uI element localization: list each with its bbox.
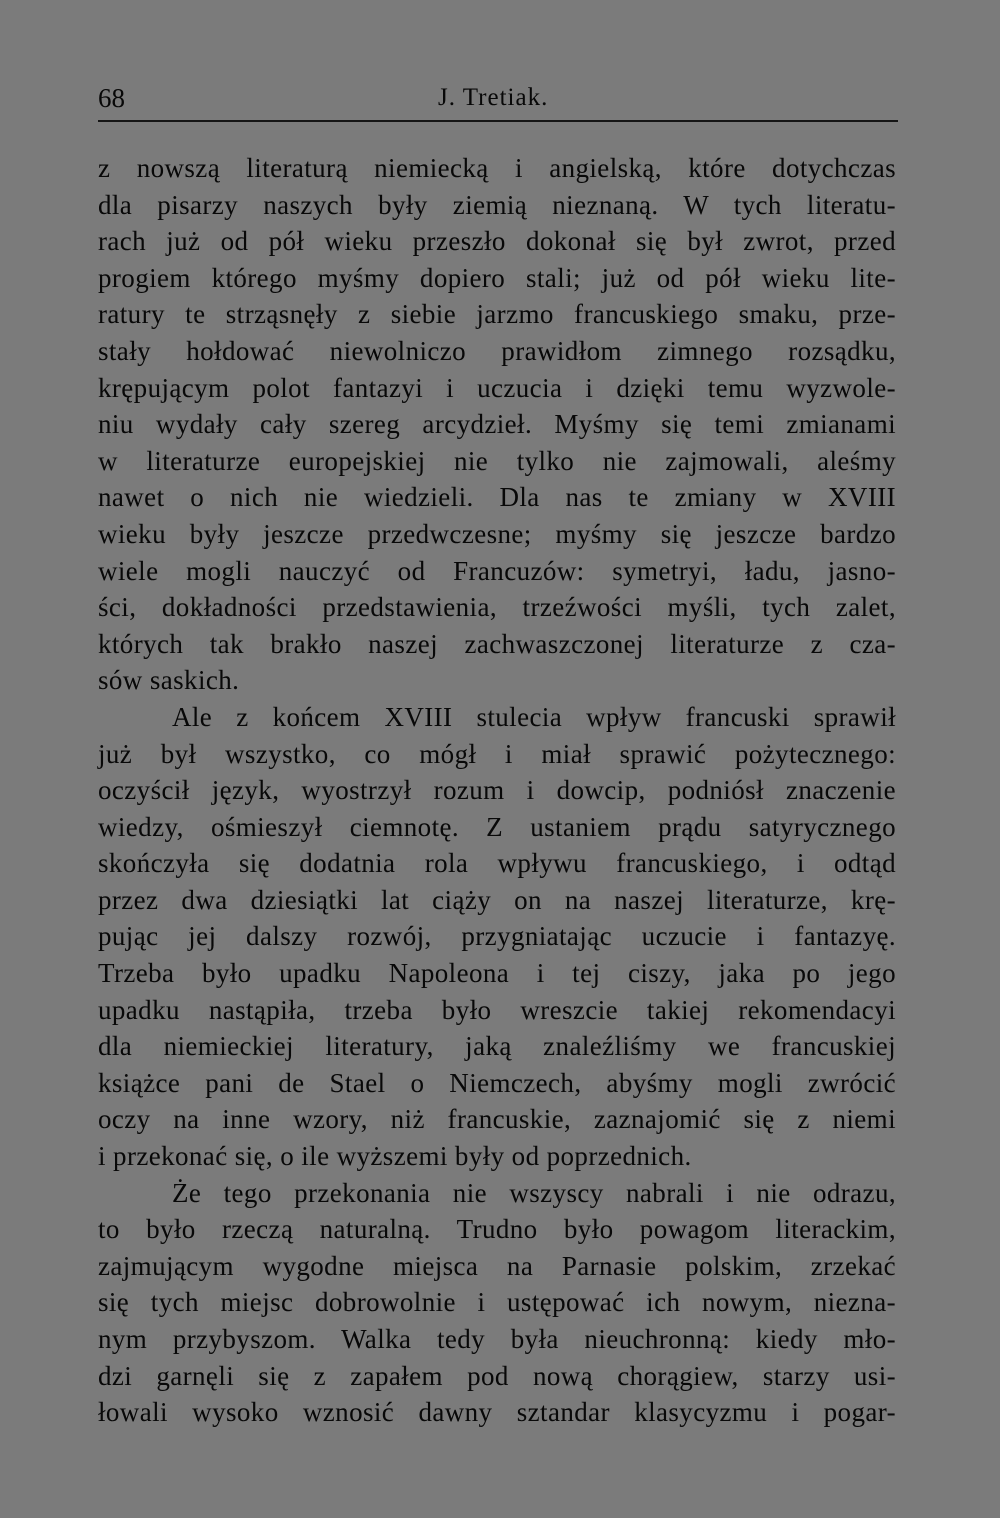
text-line: ratury te strząsnęły z siebie jarzmo francuskiego smaku, prze-	[98, 299, 896, 330]
text-line: się tych miejsc dobrowolnie i ustępować ich nowym, niezna-	[98, 1287, 896, 1318]
text-line: w literaturze europejskiej nie tylko nie zajmowali, aleśmy	[98, 445, 896, 476]
text-line: nawet o nich nie wiedzieli. Dla nas te zmiany w XVIII	[98, 482, 896, 513]
text-line: rach już od pół wieku przeszło dokonał się był zwrot, przed	[98, 226, 896, 257]
text-line-paragraph-start: Ale z końcem XVIII stulecia wpływ francuski sprawił	[172, 701, 896, 732]
text-line: dzi garnęli się z zapałem pod nową chorągiew, starzy usi-	[98, 1360, 896, 1391]
text-line: krępującym polot fantazyi i uczucia i dzięki temu wyzwole-	[98, 372, 896, 403]
text-line: stały hołdować niewolniczo prawidłom zimnego rozsądku,	[98, 335, 896, 366]
header-rule	[98, 120, 898, 122]
text-line: których tak brakło naszej zachwaszczonej literaturze z cza-	[98, 628, 896, 659]
text-line: już był wszystko, co mógł i miał sprawić pożytecznego:	[98, 738, 896, 769]
text-line: progiem którego myśmy dopiero stali; już od pół wieku lite-	[98, 262, 896, 293]
text-line: wieku były jeszcze przedwczesne; myśmy się jeszcze bardzo	[98, 518, 896, 549]
text-line: z nowszą literaturą niemiecką i angielską, które dotychczas	[98, 153, 896, 183]
text-line: nym przybyszom. Walka tedy była nieuchronną: kiedy mło-	[98, 1324, 896, 1354]
running-head: J. Tretiak.	[438, 84, 549, 111]
text-line: oczyścił język, wyostrzył rozum i dowcip, podniósł znaczenie	[98, 775, 896, 806]
text-line: wiedzy, ośmieszył ciemnotę. Z ustaniem prądu satyrycznego	[98, 811, 896, 842]
body-text	[98, 150, 896, 1431]
text-line: upadku nastąpiła, trzeba było wreszcie takiej rekomendacyi	[98, 994, 896, 1025]
text-line: oczy na inne wzory, niż francuskie, zaznajomić się z niemi	[98, 1104, 896, 1135]
text-line: ści, dokładności przedstawienia, trzeźwości myśli, tych zalet,	[98, 592, 896, 623]
text-line: dla niemieckiej literatury, jaką znaleźliśmy we francuskiej	[98, 1031, 896, 1062]
text-line: przez dwa dziesiątki lat ciąży on na naszej literaturze, krę-	[98, 884, 896, 915]
text-line: skończyła się dodatnia rola wpływu francuskiego, i odtąd	[98, 848, 896, 879]
page-number: 68	[98, 83, 125, 113]
text-line: książce pani de Stael o Niemczech, abyśmy mogli zwrócić	[98, 1067, 896, 1098]
text-line: łowali wysoko wznosić dawny sztandar klasycyzmu i pogar-	[98, 1397, 896, 1428]
text-line: pując jej dalszy rozwój, przygniatając uczucie i fantazyę.	[98, 921, 896, 952]
text-line: wiele mogli nauczyć od Francuzów: symetryi, ładu, jasno-	[98, 555, 896, 586]
text-line-paragraph-end: sów saskich.	[98, 665, 240, 696]
text-line: dla pisarzy naszych były ziemią nieznaną. W tych literatu-	[98, 189, 896, 220]
text-line-paragraph-end: i przekonać się, o ile wyższemi były od poprzednich.	[98, 1141, 692, 1172]
text-line: to było rzeczą naturalną. Trudno było powagom literackim,	[98, 1214, 896, 1245]
page-header	[98, 80, 898, 120]
text-line: zajmującym wygodne miejsca na Parnasie polskim, zrzekać	[98, 1250, 896, 1281]
text-line: niu wydały cały szereg arcydzieł. Myśmy się temi zmianami	[98, 409, 896, 440]
text-line: Trzeba było upadku Napoleona i tej ciszy, jaka po jego	[98, 958, 896, 989]
text-line-paragraph-start: Że tego przekonania nie wszyscy nabrali i nie odrazu,	[172, 1177, 896, 1208]
